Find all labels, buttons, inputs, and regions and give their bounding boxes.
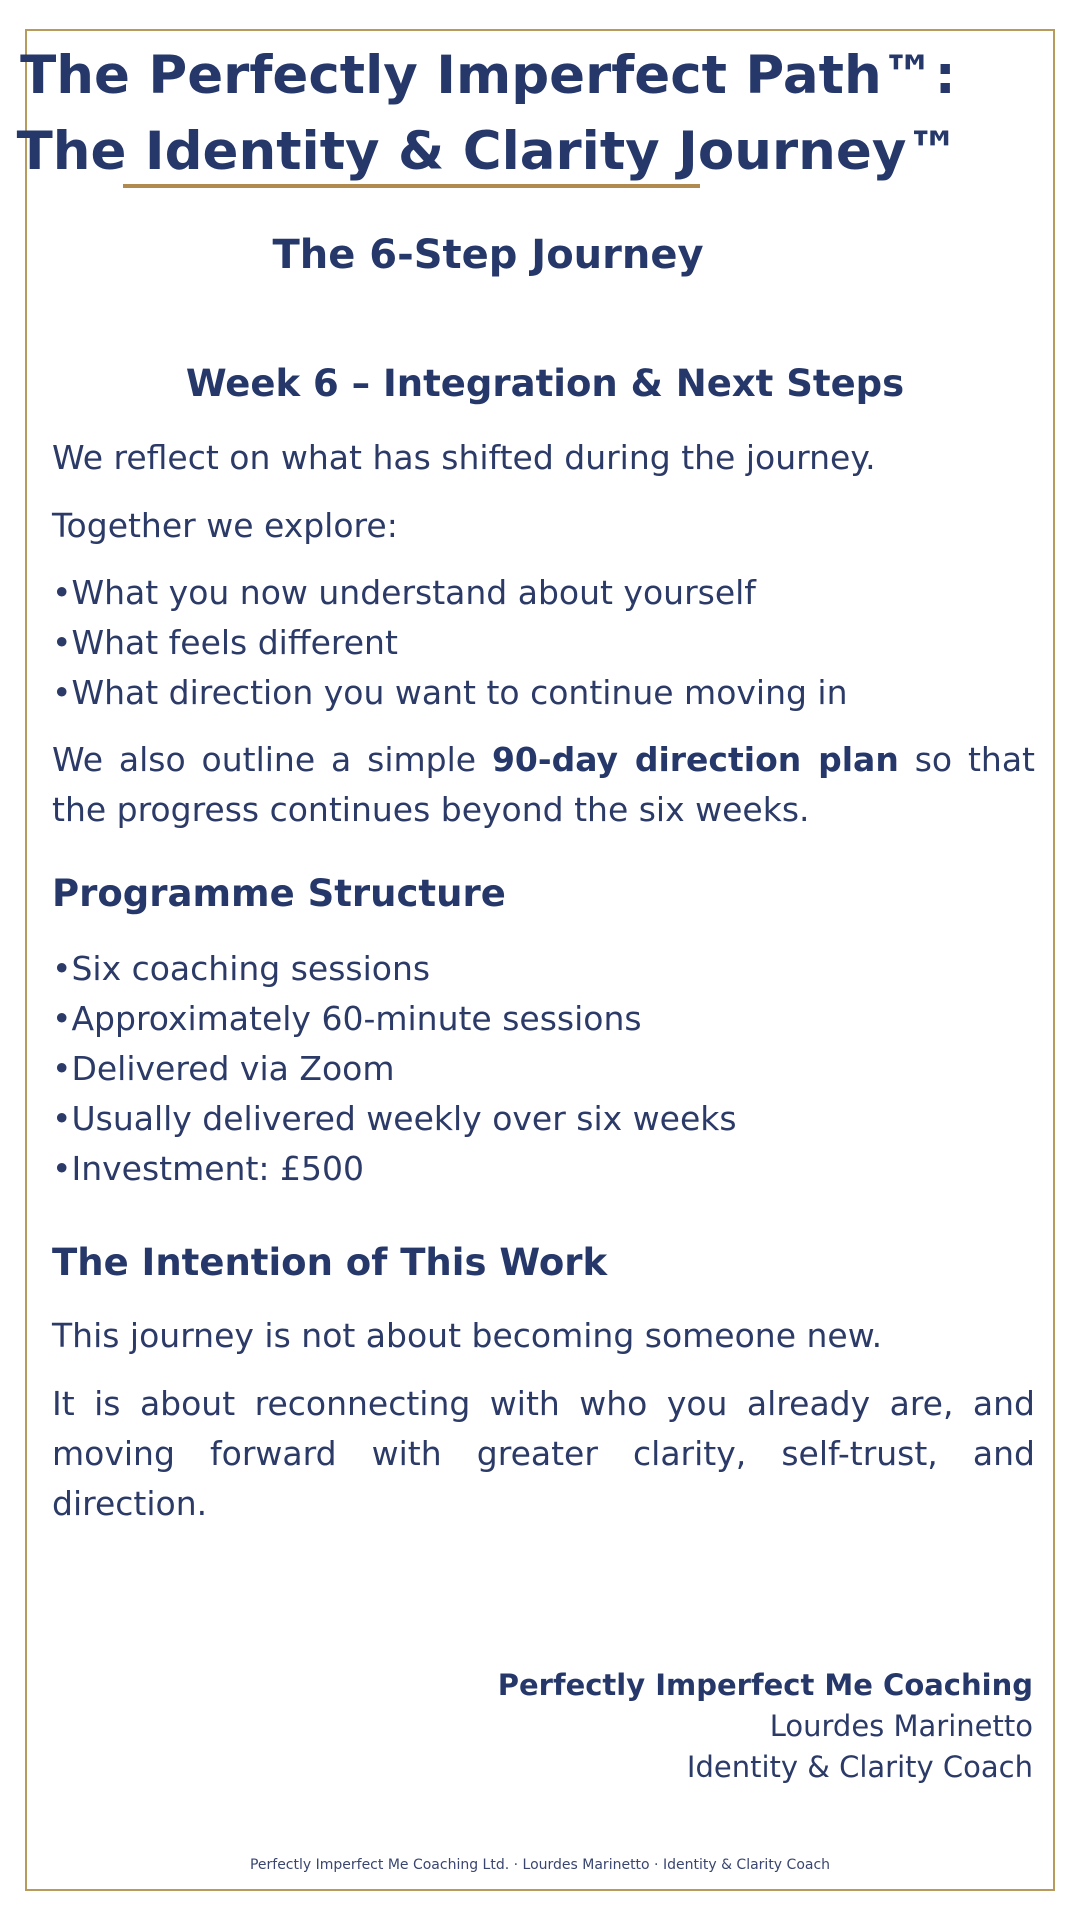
plan-paragraph: [52, 735, 1035, 835]
signature-block: [498, 1665, 1033, 1788]
list-item: • What you now understand about yourself: [52, 568, 1035, 618]
journey-subtitle: The 6-Step Journey: [272, 232, 704, 278]
structure-heading: Programme Structure: [52, 872, 506, 915]
intention-para-1: This journey is not about becoming someone new.: [52, 1316, 883, 1355]
plan-text-after: so that the progress continues beyond the six weeks.: [52, 740, 1035, 829]
signature-org: Perfectly Imperfect Me Coaching: [497, 1668, 1033, 1702]
explore-list: [52, 568, 1035, 718]
plan-text-before: We also outline a simple: [52, 740, 492, 779]
page-footer: Perfectly Imperfect Me Coaching Ltd. · Lourdes Marinetto · Identity & Clarity Coach: [249, 1857, 831, 1873]
list-item: • Delivered via Zoom: [52, 1044, 1035, 1094]
page-title: [0, 38, 1003, 190]
explore-lead: Together we explore:: [52, 506, 398, 545]
title-line-1: The Perfectly Imperfect Path™:: [20, 45, 956, 106]
intention-heading: The Intention of This Work: [52, 1241, 608, 1284]
list-item: • Approximately 60-minute sessions: [52, 994, 1035, 1044]
structure-list: [52, 944, 1035, 1194]
list-item: • What feels different: [52, 618, 1035, 668]
list-item: • What direction you want to continue moving in: [52, 668, 1035, 718]
signature-role: Identity & Clarity Coach: [686, 1750, 1033, 1784]
title-underline: [123, 184, 700, 188]
plan-highlight: 90-day direction plan: [491, 740, 899, 779]
week-intro: We reflect on what has shifted during the journey.: [52, 438, 876, 477]
list-item: • Usually delivered weekly over six weeks: [52, 1094, 1035, 1144]
intention-para-2: It is about reconnecting with who you already are, and moving forward with greater clarity, self-trust, and direction.: [52, 1384, 1035, 1523]
signature-name: Lourdes Marinetto: [769, 1709, 1033, 1743]
list-item: • Six coaching sessions: [52, 944, 1035, 994]
week-heading: Week 6 – Integration & Next Steps: [185, 362, 905, 405]
title-line-2: The Identity & Clarity Journey™: [16, 121, 960, 182]
list-item: • Investment: £500: [52, 1144, 1035, 1194]
